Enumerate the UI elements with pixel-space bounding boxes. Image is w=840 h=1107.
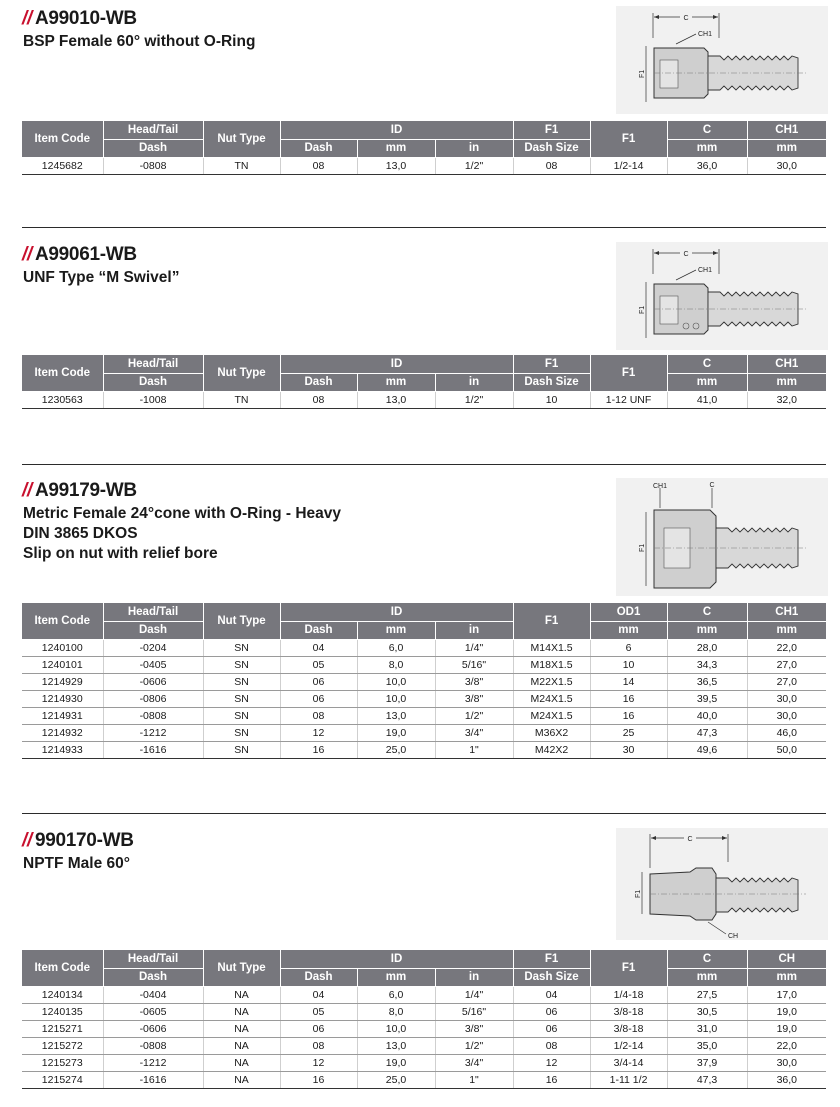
table-cell: 22,0 xyxy=(747,1037,826,1054)
table-cell: 30,0 xyxy=(747,707,826,724)
header-dash: Dash xyxy=(103,621,203,639)
table-cell: 1/4" xyxy=(435,986,513,1003)
table-cell: 13,0 xyxy=(357,1037,435,1054)
header-id-in: in xyxy=(435,373,513,391)
table-cell: -0204 xyxy=(103,639,203,656)
header-ch1: CH1 xyxy=(747,355,826,373)
dimension-f1-label: F1 xyxy=(639,543,646,552)
header-id-in: in xyxy=(435,139,513,157)
table-cell: 1/4" xyxy=(435,639,513,656)
spec-table xyxy=(22,950,826,1089)
table-row xyxy=(22,391,826,408)
table-cell: 1214929 xyxy=(22,673,103,690)
table-cell: 25,0 xyxy=(357,1071,435,1088)
table-cell: SN xyxy=(203,639,280,656)
table-cell: 8,0 xyxy=(357,1003,435,1020)
product-description xyxy=(23,268,179,288)
table-cell: 3/8" xyxy=(435,690,513,707)
code-slash: // xyxy=(22,480,32,501)
table-cell: 12 xyxy=(513,1054,590,1071)
header-c: C xyxy=(667,950,747,968)
table-row xyxy=(22,656,826,673)
table-cell: 1214932 xyxy=(22,724,103,741)
table-cell: NA xyxy=(203,1071,280,1088)
dimension-f1-label: F1 xyxy=(639,69,646,78)
header-id-dash: Dash xyxy=(280,968,357,986)
table-cell: M24X1.5 xyxy=(513,707,590,724)
table-cell: NA xyxy=(203,1020,280,1037)
product-code-text: A99179-WB xyxy=(34,480,137,501)
table-cell: 3/8-18 xyxy=(590,1020,667,1037)
table-cell: M18X1.5 xyxy=(513,656,590,673)
fitting-drawing xyxy=(616,242,828,350)
table-cell: 3/4" xyxy=(435,724,513,741)
dimension-ch-label: CH xyxy=(728,933,739,940)
table-cell: 30,0 xyxy=(747,1054,826,1071)
table-cell: -1212 xyxy=(103,1054,203,1071)
table-cell: 30,5 xyxy=(667,1003,747,1020)
table-cell: 08 xyxy=(280,1037,357,1054)
table-cell: 3/4-14 xyxy=(590,1054,667,1071)
code-slash: // xyxy=(22,8,32,29)
header-id-dash: Dash xyxy=(280,139,357,157)
table-cell: TN xyxy=(203,157,280,174)
table-cell: -0808 xyxy=(103,157,203,174)
table-cell: 10,0 xyxy=(357,690,435,707)
description-line: DIN 3865 DKOS xyxy=(23,525,138,542)
table-cell: 5/16" xyxy=(435,656,513,673)
table-cell: 36,0 xyxy=(667,157,747,174)
header-c: C xyxy=(667,603,747,621)
spec-table-body xyxy=(22,986,826,1088)
table-cell: 06 xyxy=(513,1020,590,1037)
table-cell: 50,0 xyxy=(747,741,826,758)
table-cell: 49,6 xyxy=(667,741,747,758)
table-cell: 1240101 xyxy=(22,656,103,673)
header-f1: F1 xyxy=(513,950,590,968)
dimension-ch1-label: CH1 xyxy=(652,483,668,490)
product-section-990170 xyxy=(22,824,826,1104)
table-cell: 41,0 xyxy=(667,391,747,408)
table-cell: 1230563 xyxy=(22,391,103,408)
header-id: ID xyxy=(280,950,513,968)
spec-table-body xyxy=(22,157,826,174)
table-cell: 06 xyxy=(280,673,357,690)
table-cell: 30,0 xyxy=(747,157,826,174)
header-item-code: Item Code xyxy=(22,950,103,986)
header-item-code: Item Code xyxy=(22,603,103,639)
fitting-drawing xyxy=(616,828,828,940)
table-cell: 47,3 xyxy=(667,1071,747,1088)
table-cell: 08 xyxy=(280,391,357,408)
product-code-text: 990170-WB xyxy=(34,830,134,851)
dimension-ch1-label: CH1 xyxy=(698,31,713,38)
section-divider xyxy=(22,464,826,465)
table-cell: 5/16" xyxy=(435,1003,513,1020)
table-row xyxy=(22,986,826,1003)
header-item-code: Item Code xyxy=(22,121,103,157)
header-nut-type: Nut Type xyxy=(203,603,280,639)
spec-table xyxy=(22,121,826,175)
table-cell: 36,0 xyxy=(747,1071,826,1088)
table-row xyxy=(22,724,826,741)
dimension-ch1-label: CH1 xyxy=(698,267,713,274)
description-line: UNF Type “M Swivel” xyxy=(23,269,180,286)
table-cell: 1214931 xyxy=(22,707,103,724)
header-item-code: Item Code xyxy=(22,355,103,391)
dimension-f1-label: F1 xyxy=(639,305,646,314)
table-cell: 6,0 xyxy=(357,986,435,1003)
dimension-c-label: C xyxy=(683,251,689,258)
table-cell: 13,0 xyxy=(357,707,435,724)
table-cell: 08 xyxy=(513,157,590,174)
product-code xyxy=(22,8,137,30)
header-f1-dash-size: Dash Size xyxy=(513,968,590,986)
table-cell: 19,0 xyxy=(747,1020,826,1037)
fitting-drawing xyxy=(616,6,828,114)
table-cell: 19,0 xyxy=(357,724,435,741)
table-cell: 1215272 xyxy=(22,1037,103,1054)
section-divider xyxy=(22,227,826,228)
header-ch1-mm: mm xyxy=(747,373,826,391)
header-f1: F1 xyxy=(513,355,590,373)
table-cell: 17,0 xyxy=(747,986,826,1003)
header-ch1-mm: mm xyxy=(747,139,826,157)
header-f1-thread: F1 xyxy=(590,950,667,986)
header-dash: Dash xyxy=(103,968,203,986)
table-cell: M36X2 xyxy=(513,724,590,741)
table-cell: 1-11 1/2 xyxy=(590,1071,667,1088)
table-cell: M42X2 xyxy=(513,741,590,758)
table-cell: 06 xyxy=(280,1020,357,1037)
table-cell: NA xyxy=(203,986,280,1003)
product-code xyxy=(22,830,134,852)
header-ch: CH xyxy=(747,950,826,968)
table-cell: 1245682 xyxy=(22,157,103,174)
table-cell: 25,0 xyxy=(357,741,435,758)
header-c: C xyxy=(667,355,747,373)
table-cell: -1616 xyxy=(103,1071,203,1088)
dimension-c-label: C xyxy=(687,836,693,843)
table-cell: -0605 xyxy=(103,1003,203,1020)
table-row xyxy=(22,1020,826,1037)
table-cell: 05 xyxy=(280,656,357,673)
table-cell: 31,0 xyxy=(667,1020,747,1037)
header-c-mm: mm xyxy=(667,373,747,391)
table-cell: 19,0 xyxy=(747,1003,826,1020)
table-cell: 1/2" xyxy=(435,1037,513,1054)
header-od1-mm: mm xyxy=(590,621,667,639)
table-cell: 10 xyxy=(513,391,590,408)
table-cell: 39,5 xyxy=(667,690,747,707)
code-slash: // xyxy=(22,244,32,265)
table-cell: 1/4-18 xyxy=(590,986,667,1003)
table-cell: -0405 xyxy=(103,656,203,673)
header-ch-mm: mm xyxy=(747,968,826,986)
table-cell: 27,5 xyxy=(667,986,747,1003)
table-cell: M24X1.5 xyxy=(513,690,590,707)
table-cell: -1212 xyxy=(103,724,203,741)
table-cell: 37,9 xyxy=(667,1054,747,1071)
dimension-c-label: C xyxy=(683,15,689,22)
header-id-mm: mm xyxy=(357,621,435,639)
header-f1-thread: F1 xyxy=(590,121,667,157)
header-od1: OD1 xyxy=(590,603,667,621)
header-nut-type: Nut Type xyxy=(203,950,280,986)
table-row xyxy=(22,157,826,174)
table-cell: 04 xyxy=(280,986,357,1003)
table-cell: 35,0 xyxy=(667,1037,747,1054)
table-cell: 04 xyxy=(513,986,590,1003)
table-cell: SN xyxy=(203,741,280,758)
table-cell: SN xyxy=(203,724,280,741)
spec-table-body xyxy=(22,391,826,408)
table-cell: NA xyxy=(203,1037,280,1054)
product-description xyxy=(23,854,130,874)
table-cell: 34,3 xyxy=(667,656,747,673)
product-section-a99010 xyxy=(22,0,826,200)
table-cell: 1/2" xyxy=(435,157,513,174)
table-cell: -0404 xyxy=(103,986,203,1003)
description-line: NPTF Male 60° xyxy=(23,855,130,872)
table-cell: 22,0 xyxy=(747,639,826,656)
table-row xyxy=(22,707,826,724)
table-cell: -0606 xyxy=(103,673,203,690)
header-id-mm: mm xyxy=(357,139,435,157)
table-cell: 12 xyxy=(280,724,357,741)
dimension-f1-label: F1 xyxy=(635,889,642,898)
table-cell: -0808 xyxy=(103,1037,203,1054)
product-code xyxy=(22,244,137,266)
table-cell: 25 xyxy=(590,724,667,741)
table-cell: 16 xyxy=(280,1071,357,1088)
table-cell: 1-12 UNF xyxy=(590,391,667,408)
table-cell: 30 xyxy=(590,741,667,758)
table-cell: 6,0 xyxy=(357,639,435,656)
header-id: ID xyxy=(280,121,513,139)
header-dash: Dash xyxy=(103,139,203,157)
table-cell: M22X1.5 xyxy=(513,673,590,690)
table-cell: 04 xyxy=(280,639,357,656)
table-cell: M14X1.5 xyxy=(513,639,590,656)
table-cell: 1/2-14 xyxy=(590,157,667,174)
table-cell: 10 xyxy=(590,656,667,673)
table-cell: 46,0 xyxy=(747,724,826,741)
table-cell: 16 xyxy=(280,741,357,758)
table-row xyxy=(22,1071,826,1088)
table-cell: 1214930 xyxy=(22,690,103,707)
table-cell: -1616 xyxy=(103,741,203,758)
table-cell: NA xyxy=(203,1054,280,1071)
header-c: C xyxy=(667,121,747,139)
spec-table xyxy=(22,355,826,409)
table-cell: SN xyxy=(203,656,280,673)
table-cell: -0606 xyxy=(103,1020,203,1037)
header-head-tail: Head/Tail xyxy=(103,355,203,373)
section-divider xyxy=(22,813,826,814)
product-code xyxy=(22,480,137,502)
table-row xyxy=(22,1003,826,1020)
table-cell: 27,0 xyxy=(747,656,826,673)
table-cell: 1/2-14 xyxy=(590,1037,667,1054)
header-id-dash: Dash xyxy=(280,621,357,639)
table-cell: 8,0 xyxy=(357,656,435,673)
table-cell: 3/8" xyxy=(435,673,513,690)
header-head-tail: Head/Tail xyxy=(103,603,203,621)
header-id-mm: mm xyxy=(357,373,435,391)
header-ch1-mm: mm xyxy=(747,621,826,639)
table-row xyxy=(22,690,826,707)
table-row xyxy=(22,673,826,690)
table-cell: 1215271 xyxy=(22,1020,103,1037)
table-cell: SN xyxy=(203,707,280,724)
table-cell: -0808 xyxy=(103,707,203,724)
spec-table-body xyxy=(22,639,826,758)
header-head-tail: Head/Tail xyxy=(103,950,203,968)
table-cell: 1215274 xyxy=(22,1071,103,1088)
table-cell: 1240135 xyxy=(22,1003,103,1020)
table-cell: 10,0 xyxy=(357,1020,435,1037)
table-cell: 1/2" xyxy=(435,707,513,724)
table-cell: 08 xyxy=(513,1037,590,1054)
table-cell: 1215273 xyxy=(22,1054,103,1071)
table-cell: 1/2" xyxy=(435,391,513,408)
description-line: BSP Female 60° without O-Ring xyxy=(23,33,256,50)
header-nut-type: Nut Type xyxy=(203,121,280,157)
product-description xyxy=(23,504,341,564)
header-id: ID xyxy=(280,355,513,373)
table-cell: 1" xyxy=(435,741,513,758)
product-code-text: A99010-WB xyxy=(34,8,137,29)
table-cell: 40,0 xyxy=(667,707,747,724)
header-head-tail: Head/Tail xyxy=(103,121,203,139)
header-nut-type: Nut Type xyxy=(203,355,280,391)
table-cell: 36,5 xyxy=(667,673,747,690)
table-cell: SN xyxy=(203,673,280,690)
fitting-drawing xyxy=(616,478,828,596)
table-cell: 28,0 xyxy=(667,639,747,656)
header-id-mm: mm xyxy=(357,968,435,986)
product-section-a99179 xyxy=(22,474,826,764)
table-cell: 13,0 xyxy=(357,391,435,408)
header-ch1: CH1 xyxy=(747,121,826,139)
table-cell: 1214933 xyxy=(22,741,103,758)
table-cell: 1240100 xyxy=(22,639,103,656)
header-c-mm: mm xyxy=(667,139,747,157)
table-cell: 27,0 xyxy=(747,673,826,690)
table-cell: -1008 xyxy=(103,391,203,408)
table-cell: 1240134 xyxy=(22,986,103,1003)
table-cell: NA xyxy=(203,1003,280,1020)
table-cell: TN xyxy=(203,391,280,408)
header-f1: F1 xyxy=(513,121,590,139)
header-id-dash: Dash xyxy=(280,373,357,391)
table-cell: 12 xyxy=(280,1054,357,1071)
table-cell: 3/4" xyxy=(435,1054,513,1071)
table-row xyxy=(22,639,826,656)
header-c-mm: mm xyxy=(667,621,747,639)
header-f1: F1 xyxy=(513,603,590,639)
header-id-in: in xyxy=(435,621,513,639)
code-slash: // xyxy=(22,830,32,851)
spec-table xyxy=(22,603,826,759)
table-cell: 06 xyxy=(280,690,357,707)
header-f1-dash-size: Dash Size xyxy=(513,373,590,391)
header-id: ID xyxy=(280,603,513,621)
table-cell: 3/8" xyxy=(435,1020,513,1037)
table-cell: 16 xyxy=(590,707,667,724)
header-c-mm: mm xyxy=(667,968,747,986)
table-cell: 3/8-18 xyxy=(590,1003,667,1020)
table-cell: 08 xyxy=(280,707,357,724)
table-cell: 08 xyxy=(280,157,357,174)
table-row xyxy=(22,1054,826,1071)
table-cell: 47,3 xyxy=(667,724,747,741)
header-f1-dash-size: Dash Size xyxy=(513,139,590,157)
table-row xyxy=(22,741,826,758)
table-cell: 16 xyxy=(513,1071,590,1088)
table-cell: 19,0 xyxy=(357,1054,435,1071)
table-cell: 30,0 xyxy=(747,690,826,707)
dimension-c-label: C xyxy=(709,482,715,489)
table-cell: 16 xyxy=(590,690,667,707)
product-description xyxy=(23,32,255,52)
product-code-text: A99061-WB xyxy=(34,244,137,265)
header-dash: Dash xyxy=(103,373,203,391)
table-cell: 13,0 xyxy=(357,157,435,174)
header-id-in: in xyxy=(435,968,513,986)
table-row xyxy=(22,1037,826,1054)
header-ch1: CH1 xyxy=(747,603,826,621)
table-cell: 1" xyxy=(435,1071,513,1088)
table-cell: 06 xyxy=(513,1003,590,1020)
description-line: Slip on nut with relief bore xyxy=(23,545,218,562)
table-cell: 6 xyxy=(590,639,667,656)
description-line: Metric Female 24°cone with O-Ring - Heavy xyxy=(23,505,342,522)
table-cell: 05 xyxy=(280,1003,357,1020)
table-cell: 14 xyxy=(590,673,667,690)
table-cell: SN xyxy=(203,690,280,707)
product-section-a99061 xyxy=(22,238,826,438)
table-cell: 10,0 xyxy=(357,673,435,690)
table-cell: -0806 xyxy=(103,690,203,707)
header-f1-thread: F1 xyxy=(590,355,667,391)
table-cell: 32,0 xyxy=(747,391,826,408)
